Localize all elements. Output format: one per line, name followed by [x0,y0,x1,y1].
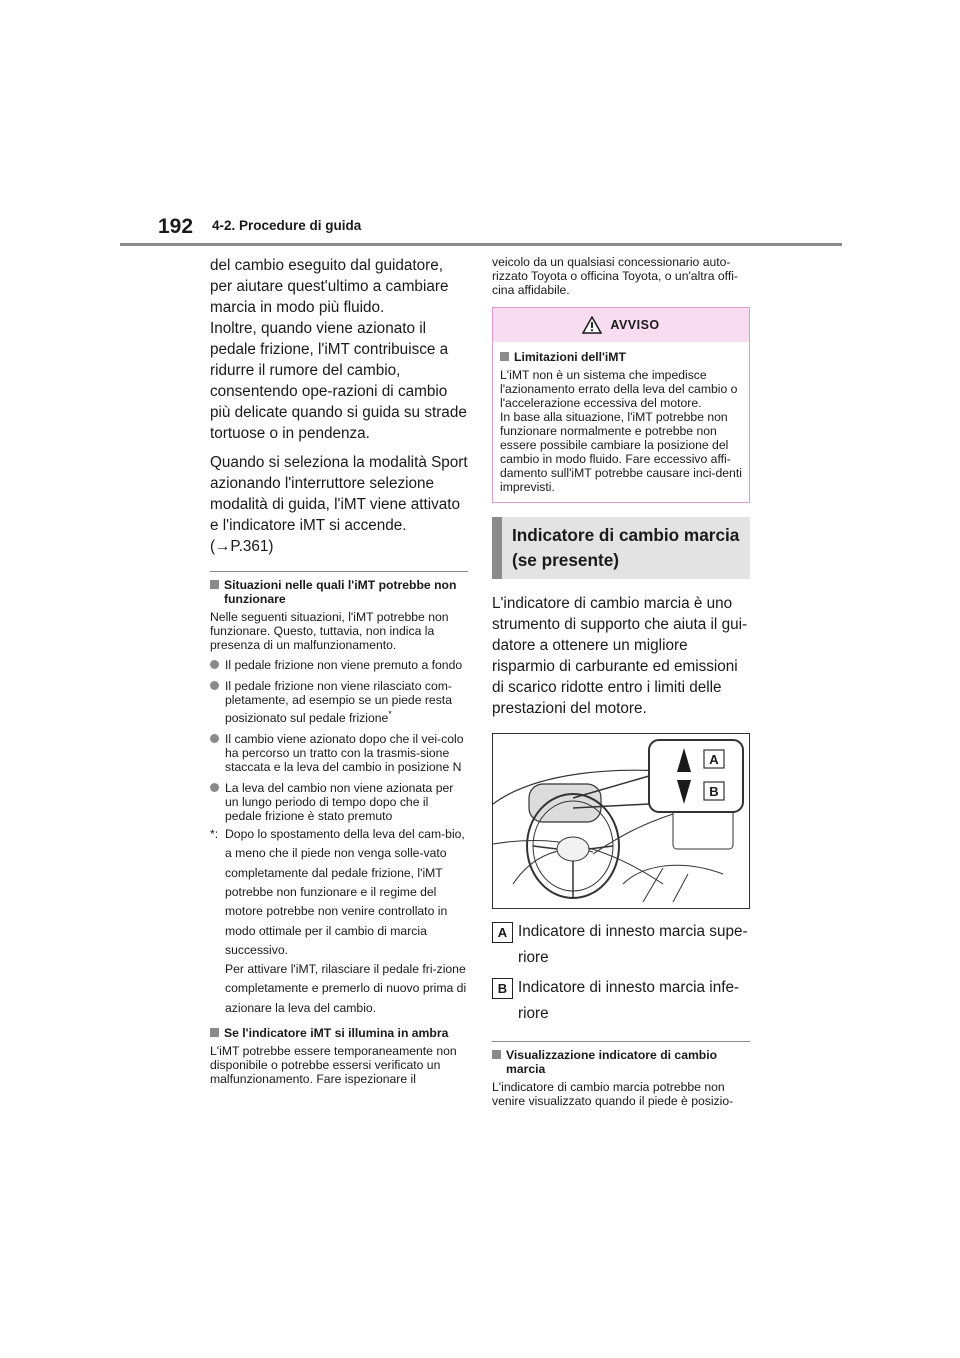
legend-item-downshift [492,975,750,1027]
subsection-text: Nelle seguenti situazioni, l'iMT potrebbe non funzionare. Questo, tuttavia, non indica la presenza di un malfunzionamento. [210,610,449,652]
subsection-text: L'indicatore di cambio marcia potrebbe non venire visualizzato quando il piede è posizio- [492,1080,734,1108]
warning-label: AVVISO [610,318,660,332]
bullet-dot-icon [210,681,219,690]
section-header: 4-2. Procedure di guida [212,218,362,233]
subsection-heading-amber [210,1026,468,1040]
legend-text: Indicatore di innesto marcia supe-riore [518,923,748,966]
legend-key: A [492,922,513,943]
square-bullet-icon [492,1050,501,1059]
list-item-content [225,679,468,725]
shift-indicator-illustration [492,733,750,909]
bullet-dot-icon [210,783,219,792]
legend-key: B [492,978,513,999]
figure-label-b: B [709,784,719,799]
page-number: 192 [158,215,194,238]
footnote-mark: *: [210,827,219,842]
warning-text: L'iMT non è un sistema che impedisce l'azionamento errato della leva del cambio o l'accelerazione eccessiva del motore. In base alla situazione, l'iMT potrebbe non funzionare normalmente e potrebbe non essere possibile cambiare la posizione del cambio in modo fluido. Fare eccessivo affi-damento sull'iMT potrebbe causare inci-denti imprevisti. [500,368,742,494]
list-item-text: La leva del cambio non viene azionata per un lungo periodo di tempo dopo che il pedale frizione è stato premuto [225,781,454,824]
legend-text: Indicatore di innesto marcia infe-riore [518,979,740,1022]
warning-header [493,308,749,342]
footnote-asterisk: * [388,709,392,719]
intro-paragraph-2-text: Quando si seleziona la modalità Sport azionando l'interruttore selezione modalità di guida, l'iMT viene attivato e l'indicatore iMT si accende. [210,454,468,534]
section-title: Indicatore di cambio marcia (se presente) [492,517,750,579]
list-item-text: Il cambio viene azionato dopo che il vei-colo ha percorso un tratto con la trasmis-sione staccata e la leva del cambio in posizione N [225,732,464,775]
subsection-heading-display [492,1041,750,1076]
intro-paragraph-1: del cambio eseguito dal guidatore, per aiutare quest'ultimo a cambiare marcia in modo più fluido. Inoltre, quando viene azionato il pedale frizione, l'iMT contribuisce a ridurre il rumore del cambio, consentendo ope-razioni di cambio più delicate quando si guida su strade tortuose o in pendenza. [210,257,467,442]
section-text: L'indicatore di cambio marcia è uno strumento di supporto che aiuta il gui-datore a ottenere un migliore risparmio di carburante ed emissioni di scarico ridotte entro i limiti delle prestazioni del motore. [492,595,748,717]
list-item [210,658,468,672]
footnote [210,825,468,1018]
warning-title [500,350,742,364]
list-item [210,781,468,823]
header-rule [120,243,842,246]
list-item-text: Il pedale frizione non viene premuto a fondo [225,658,463,672]
warning-body [493,342,749,502]
right-column [492,255,750,1114]
subsection-heading-situations [210,571,468,606]
list-item [210,679,468,725]
square-bullet-icon [500,352,509,361]
subsection-text: L'iMT potrebbe essere temporaneamente non disponibile o potrebbe essersi verificato un malfunzionamento. Fare ispezionare il [210,1044,457,1087]
dashboard-drawing [493,734,749,908]
bullet-dot-icon [210,660,219,669]
list-item [210,732,468,774]
continued-text: veicolo da un qualsiasi concessionario auto-rizzato Toyota o officina Toyota, o un'altra offi-cina affidabile. [492,255,738,297]
square-bullet-icon [210,580,219,589]
warning-box [492,307,750,503]
list-item-text: Il pedale frizione non viene rilasciato com-pletamente, ad esempio se un piede resta posizionato sul pedale frizione [225,679,452,726]
bullet-dot-icon [210,734,219,743]
square-bullet-icon [210,1028,219,1037]
subsection-title: Visualizzazione indicatore di cambio marcia [506,1048,718,1076]
page-reference-link[interactable]: (→P.361) [210,538,274,555]
figure-label-a: A [709,752,719,767]
subsection-title: Se l'indicatore iMT si illumina in ambra [224,1026,449,1041]
intro-paragraph-2 [210,452,468,557]
left-column [210,255,468,1092]
warning-title-text: Limitazioni dell'iMT [514,350,626,364]
legend-item-upshift [492,919,750,971]
footnote-text: Dopo lo spostamento della leva del cam-bio, a meno che il piede non venga solle-vato completamente dal pedale frizione, l'iMT potrebbe non funzionare e il regime del motore potrebbe non venire controllato in modo ottimale per il cambio di marcia successivo. Per attivare l'iMT, rilasciare il pedale fri-zione completamente e premerlo di nuovo prima di azionare la leva del cambio. [225,827,467,1015]
subsection-title: Situazioni nelle quali l'iMT potrebbe non funzionare [224,578,457,606]
warning-triangle-icon [582,316,602,334]
